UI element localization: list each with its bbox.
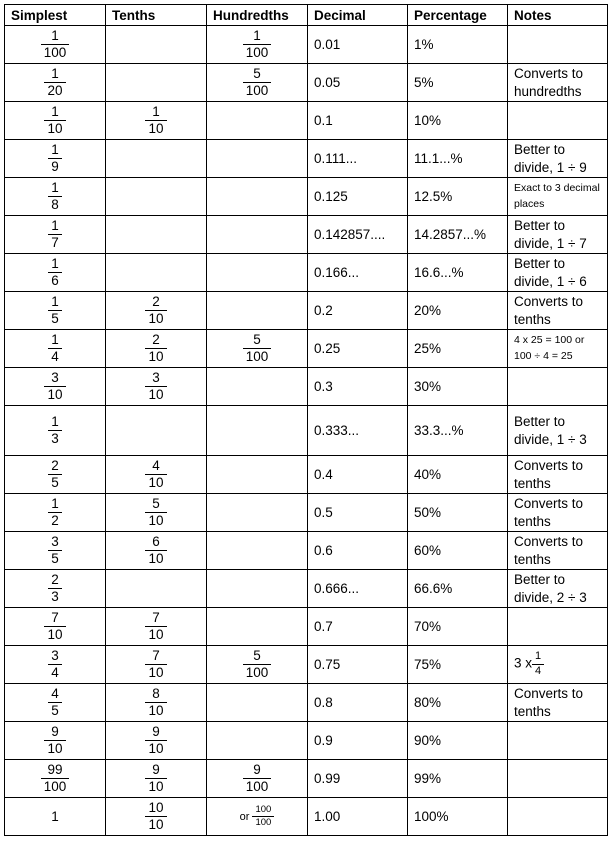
percentage-cell: 12.5%	[408, 178, 508, 216]
fraction-denominator: 7	[48, 234, 62, 250]
fraction-numerator: 9	[152, 761, 160, 777]
fraction-numerator: 99	[47, 761, 63, 777]
fraction	[48, 649, 62, 680]
percentage-cell: 75%	[408, 646, 508, 684]
hundredths-cell	[207, 368, 308, 406]
fraction-numerator: 1	[51, 103, 59, 119]
header-hundredths: Hundredths	[207, 5, 308, 26]
fraction	[41, 763, 70, 794]
tenths-cell	[106, 608, 207, 646]
notes-text: Better to divide, 1 ÷ 6	[514, 255, 587, 289]
table-row	[5, 178, 608, 216]
fraction-numerator: 1	[51, 495, 59, 511]
table-row	[5, 330, 608, 368]
notes-cell	[508, 684, 608, 722]
hundredths-cell	[207, 760, 308, 798]
fraction-numerator: 1	[51, 27, 59, 43]
table-row	[5, 760, 608, 798]
fraction-numerator: 9	[51, 723, 59, 739]
tenths-cell	[106, 178, 207, 216]
percentage-cell: 11.1...%	[408, 140, 508, 178]
table-row	[5, 254, 608, 292]
notes-cell	[508, 330, 608, 368]
fraction-numerator: 3	[51, 647, 59, 663]
fraction	[48, 497, 62, 528]
fraction-numerator: 2	[152, 293, 160, 309]
notes-text: Converts to tenths	[514, 495, 584, 529]
fraction-denominator: 10	[145, 740, 166, 756]
fraction-numerator: 9	[152, 723, 160, 739]
percentage-cell: 30%	[408, 368, 508, 406]
decimal-cell: 0.25	[308, 330, 408, 368]
decimal-cell: 0.666...	[308, 570, 408, 608]
fraction-denominator: 3	[48, 430, 62, 446]
fraction	[145, 649, 166, 680]
decimal-cell: 0.125	[308, 178, 408, 216]
hundredths-cell	[207, 456, 308, 494]
simplest-cell	[5, 684, 106, 722]
percentage-cell: 100%	[408, 798, 508, 836]
fraction	[48, 333, 62, 364]
percentage-cell: 99%	[408, 760, 508, 798]
hundredths-cell	[207, 406, 308, 456]
fraction-numerator: 5	[253, 647, 261, 663]
table-row	[5, 798, 608, 836]
header-simplest: Simplest	[5, 5, 106, 26]
percentage-cell: 60%	[408, 532, 508, 570]
simplest-cell	[5, 64, 106, 102]
tenths-cell	[106, 494, 207, 532]
table-row	[5, 570, 608, 608]
simplest-cell	[5, 798, 106, 836]
decimal-cell: 0.4	[308, 456, 408, 494]
fraction-numerator: 1	[51, 217, 59, 233]
decimal-cell: 0.9	[308, 722, 408, 760]
hundredths-cell	[207, 532, 308, 570]
decimal-cell: 0.7	[308, 608, 408, 646]
fraction-numerator: 1	[51, 141, 59, 157]
fraction-numerator: 5	[253, 65, 261, 81]
fraction	[44, 371, 65, 402]
tenths-cell	[106, 140, 207, 178]
simplest-cell	[5, 330, 106, 368]
table-row	[5, 406, 608, 456]
simplest-cell	[5, 26, 106, 64]
fraction-denominator: 10	[145, 120, 166, 136]
table-row	[5, 64, 608, 102]
table-row	[5, 532, 608, 570]
fraction-denominator: 10	[145, 778, 166, 794]
fraction-numerator: 4	[51, 685, 59, 701]
fraction-denominator: 100	[243, 664, 272, 680]
fraction-denominator: 20	[44, 82, 65, 98]
fraction-denominator: 5	[48, 550, 62, 566]
fraction-numerator: 4	[152, 457, 160, 473]
fraction-numerator: 100	[255, 804, 272, 816]
header-decimal: Decimal	[308, 5, 408, 26]
table-row	[5, 608, 608, 646]
decimal-cell: 0.111...	[308, 140, 408, 178]
notes-text: Converts to tenths	[514, 457, 584, 491]
fraction-numerator: 7	[51, 609, 59, 625]
percentage-cell: 66.6%	[408, 570, 508, 608]
table-row	[5, 140, 608, 178]
hundredths-cell	[207, 330, 308, 368]
table-row	[5, 646, 608, 684]
decimal-cell: 0.05	[308, 64, 408, 102]
fraction-denominator: 100	[243, 82, 272, 98]
simplest-cell	[5, 760, 106, 798]
tenths-cell	[106, 254, 207, 292]
tenths-cell	[106, 26, 207, 64]
fraction	[243, 333, 272, 364]
percentage-cell: 50%	[408, 494, 508, 532]
hundredths-cell	[207, 798, 308, 836]
hundredths-cell	[207, 684, 308, 722]
notes-text: Converts to hundredths	[514, 65, 584, 99]
fraction-numerator: 7	[152, 609, 160, 625]
notes-cell	[508, 798, 608, 836]
hundredths-cell	[207, 570, 308, 608]
percentage-cell: 90%	[408, 722, 508, 760]
header-percentage: Percentage	[408, 5, 508, 26]
fraction	[252, 805, 274, 828]
fraction	[145, 371, 166, 402]
fraction	[532, 651, 544, 677]
fraction	[243, 763, 272, 794]
tenths-cell	[106, 456, 207, 494]
fraction-denominator: 100	[41, 44, 70, 60]
notes-cell	[508, 406, 608, 456]
tenths-cell	[106, 102, 207, 140]
table-row	[5, 456, 608, 494]
fraction-numerator: 3	[51, 533, 59, 549]
fraction	[145, 459, 166, 490]
fraction-denominator: 10	[145, 474, 166, 490]
notes-text: Better to divide, 2 ÷ 3	[514, 571, 587, 605]
fraction	[44, 105, 65, 136]
simplest-cell	[5, 216, 106, 254]
decimal-cell: 0.1	[308, 102, 408, 140]
hundredths-cell	[207, 646, 308, 684]
tenths-cell	[106, 330, 207, 368]
fraction	[44, 611, 65, 642]
fraction	[145, 725, 166, 756]
fraction-denominator: 10	[145, 816, 166, 832]
header-tenths: Tenths	[106, 5, 207, 26]
fraction-conversion-table	[4, 4, 608, 836]
fraction-numerator: 6	[152, 533, 160, 549]
notes-cell	[508, 570, 608, 608]
notes-prefix: 3 x	[514, 656, 533, 672]
fraction-numerator: 5	[253, 331, 261, 347]
notes-cell	[508, 646, 608, 684]
fraction	[48, 687, 62, 718]
percentage-cell: 40%	[408, 456, 508, 494]
tenths-cell	[106, 292, 207, 330]
notes-cell	[508, 532, 608, 570]
decimal-cell: 0.8	[308, 684, 408, 722]
notes-cell	[508, 216, 608, 254]
fraction-denominator: 10	[145, 550, 166, 566]
fraction-denominator: 3	[48, 588, 62, 604]
simplest-cell	[5, 254, 106, 292]
tenths-cell	[106, 684, 207, 722]
notes-cell	[508, 494, 608, 532]
fraction-numerator: 1	[51, 413, 59, 429]
fraction-denominator: 10	[145, 512, 166, 528]
tenths-cell	[106, 532, 207, 570]
fraction-denominator: 8	[48, 196, 62, 212]
fraction-numerator: 1	[51, 293, 59, 309]
fraction	[145, 687, 166, 718]
decimal-cell: 0.99	[308, 760, 408, 798]
fraction-denominator: 100	[243, 44, 272, 60]
table-row	[5, 722, 608, 760]
percentage-cell: 33.3...%	[408, 406, 508, 456]
fraction-denominator: 10	[145, 310, 166, 326]
fraction	[145, 535, 166, 566]
percentage-cell: 25%	[408, 330, 508, 368]
simplest-cell	[5, 646, 106, 684]
fraction-denominator: 10	[145, 702, 166, 718]
fraction	[145, 497, 166, 528]
tenths-cell	[106, 406, 207, 456]
simplest-cell	[5, 292, 106, 330]
decimal-cell: 0.01	[308, 26, 408, 64]
fraction-denominator: 10	[145, 664, 166, 680]
notes-text: 4 x 25 = 100 or 100 ÷ 4 = 25	[514, 334, 585, 362]
fraction-denominator: 100	[243, 348, 272, 364]
fraction-numerator: 2	[51, 457, 59, 473]
decimal-cell: 0.333...	[308, 406, 408, 456]
hundredths-cell	[207, 608, 308, 646]
hundredths-cell	[207, 102, 308, 140]
fraction	[145, 295, 166, 326]
fraction	[145, 763, 166, 794]
fraction	[243, 649, 272, 680]
fraction	[145, 333, 166, 364]
simplest-cell	[5, 368, 106, 406]
fraction	[145, 105, 166, 136]
simplest-cell	[5, 102, 106, 140]
table-row	[5, 102, 608, 140]
fraction-denominator: 10	[44, 120, 65, 136]
notes-text: Converts to tenths	[514, 685, 584, 719]
tenths-cell	[106, 570, 207, 608]
simplest-cell	[5, 608, 106, 646]
fraction-denominator: 100	[41, 778, 70, 794]
tenths-cell	[106, 216, 207, 254]
hundredths-cell	[207, 216, 308, 254]
fraction	[48, 573, 62, 604]
hundredths-cell	[207, 722, 308, 760]
notes-cell	[508, 178, 608, 216]
fraction-denominator: 10	[145, 386, 166, 402]
decimal-cell: 0.5	[308, 494, 408, 532]
fraction-numerator: 5	[152, 495, 160, 511]
fraction-numerator: 1	[51, 331, 59, 347]
hundredths-cell	[207, 494, 308, 532]
decimal-cell: 0.166...	[308, 254, 408, 292]
notes-cell	[508, 722, 608, 760]
fraction-numerator: 9	[253, 761, 261, 777]
table-row	[5, 368, 608, 406]
simplest-cell	[5, 532, 106, 570]
hundredths-cell	[207, 178, 308, 216]
table-row	[5, 292, 608, 330]
fraction-denominator: 10	[44, 740, 65, 756]
fraction-numerator: 1	[535, 650, 542, 663]
notes-text: Converts to tenths	[514, 533, 584, 567]
fraction-denominator: 100	[252, 816, 274, 828]
simplest-cell	[5, 456, 106, 494]
fraction-denominator: 2	[48, 512, 62, 528]
notes-text: Converts to tenths	[514, 293, 584, 327]
notes-cell	[508, 26, 608, 64]
simplest-cell	[5, 178, 106, 216]
fraction	[145, 611, 166, 642]
decimal-cell: 0.6	[308, 532, 408, 570]
fraction-numerator: 8	[152, 685, 160, 701]
percentage-cell: 5%	[408, 64, 508, 102]
simplest-cell	[5, 140, 106, 178]
fraction-denominator: 5	[48, 702, 62, 718]
fraction-numerator: 2	[152, 331, 160, 347]
header-row	[5, 5, 608, 26]
fraction	[48, 143, 62, 174]
notes-cell	[508, 254, 608, 292]
tenths-cell	[106, 798, 207, 836]
hundredths-cell	[207, 254, 308, 292]
simplest-cell	[5, 406, 106, 456]
fraction	[48, 219, 62, 250]
notes-cell	[508, 140, 608, 178]
percentage-cell: 20%	[408, 292, 508, 330]
percentage-cell: 16.6...%	[408, 254, 508, 292]
simplest-cell	[5, 494, 106, 532]
fraction-denominator: 10	[44, 626, 65, 642]
decimal-cell: 0.3	[308, 368, 408, 406]
tenths-cell	[106, 368, 207, 406]
fraction-denominator: 9	[48, 158, 62, 174]
percentage-cell: 70%	[408, 608, 508, 646]
decimal-cell: 0.2	[308, 292, 408, 330]
fraction-denominator: 100	[243, 778, 272, 794]
hundredths-cell	[207, 64, 308, 102]
fraction	[48, 415, 62, 446]
fraction-denominator: 4	[48, 348, 62, 364]
fraction-denominator: 4	[48, 664, 62, 680]
notes-text: Better to divide, 1 ÷ 9	[514, 141, 587, 175]
header-notes: Notes	[508, 5, 608, 26]
tenths-cell	[106, 760, 207, 798]
fraction	[48, 535, 62, 566]
fraction-denominator: 5	[48, 310, 62, 326]
notes-text: Better to divide, 1 ÷ 7	[514, 217, 587, 251]
decimal-cell: 0.142857....	[308, 216, 408, 254]
fraction	[48, 459, 62, 490]
tenths-cell	[106, 646, 207, 684]
notes-cell	[508, 760, 608, 798]
fraction	[145, 801, 166, 832]
hundredths-prefix: or	[239, 810, 250, 823]
decimal-cell: 0.75	[308, 646, 408, 684]
fraction	[243, 67, 272, 98]
fraction-denominator: 10	[145, 348, 166, 364]
notes-text: Better to divide, 1 ÷ 3	[514, 413, 587, 447]
fraction-numerator: 10	[148, 799, 164, 815]
fraction-numerator: 1	[253, 27, 261, 43]
decimal-cell: 1.00	[308, 798, 408, 836]
percentage-cell: 1%	[408, 26, 508, 64]
fraction	[44, 67, 65, 98]
simplest-value: 1	[51, 809, 59, 824]
notes-cell	[508, 292, 608, 330]
fraction	[48, 181, 62, 212]
table-row	[5, 494, 608, 532]
percentage-cell: 14.2857...%	[408, 216, 508, 254]
fraction-numerator: 2	[51, 571, 59, 587]
hundredths-cell	[207, 140, 308, 178]
fraction-numerator: 3	[152, 369, 160, 385]
fraction	[44, 725, 65, 756]
tenths-cell	[106, 64, 207, 102]
table-row	[5, 684, 608, 722]
fraction-numerator: 1	[51, 65, 59, 81]
simplest-cell	[5, 570, 106, 608]
fraction	[48, 295, 62, 326]
notes-cell	[508, 456, 608, 494]
fraction	[41, 29, 70, 60]
fraction-numerator: 7	[152, 647, 160, 663]
notes-text: Exact to 3 decimal places	[514, 182, 600, 210]
hundredths-cell	[207, 26, 308, 64]
fraction-denominator: 10	[44, 386, 65, 402]
fraction-numerator: 1	[51, 179, 59, 195]
notes-cell	[508, 608, 608, 646]
table-row	[5, 26, 608, 64]
percentage-cell: 10%	[408, 102, 508, 140]
table-body	[5, 26, 608, 836]
fraction	[243, 29, 272, 60]
fraction	[48, 257, 62, 288]
notes-cell	[508, 64, 608, 102]
fraction-numerator: 1	[152, 103, 160, 119]
simplest-cell	[5, 722, 106, 760]
tenths-cell	[106, 722, 207, 760]
notes-cell	[508, 368, 608, 406]
fraction-denominator: 4	[532, 664, 544, 678]
table-row	[5, 216, 608, 254]
percentage-cell: 80%	[408, 684, 508, 722]
fraction-denominator: 6	[48, 272, 62, 288]
fraction-denominator: 10	[145, 626, 166, 642]
notes-cell	[508, 102, 608, 140]
fraction-numerator: 1	[51, 255, 59, 271]
fraction-denominator: 5	[48, 474, 62, 490]
fraction-numerator: 3	[51, 369, 59, 385]
hundredths-cell	[207, 292, 308, 330]
